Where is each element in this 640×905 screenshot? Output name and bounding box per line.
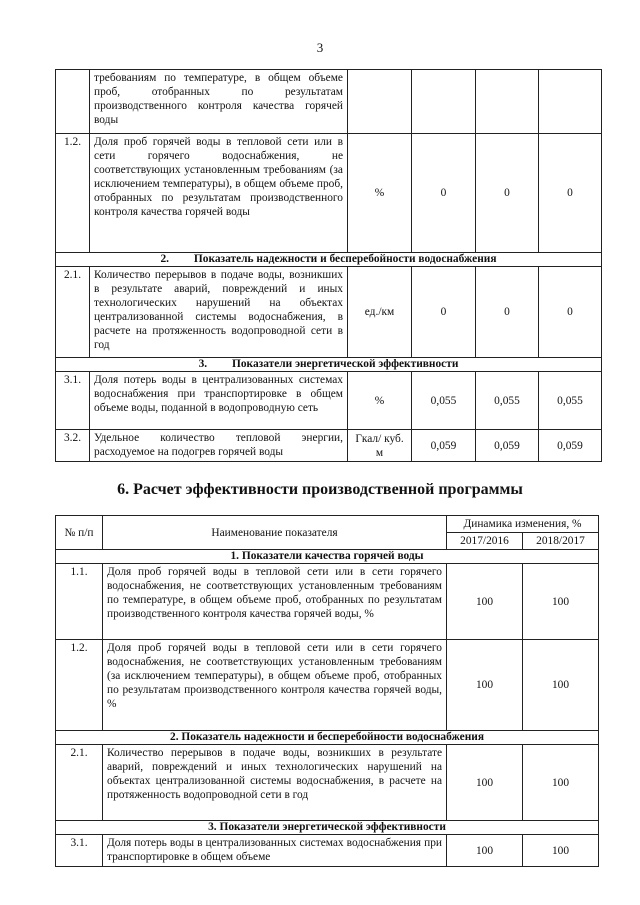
row-value (539, 70, 602, 134)
section-heading: 6. Расчет эффективности производственной программы (117, 481, 523, 498)
row-value: 100 (523, 745, 599, 821)
row-number (56, 70, 90, 134)
section-title: Показатель надежности и бесперебойности водоснабжения (193, 253, 497, 265)
row-value: 100 (447, 640, 523, 731)
row-number: 2.1. (56, 745, 103, 821)
section-number: 2. (160, 253, 170, 265)
header-year: 2017/2016 (447, 533, 523, 550)
row-value: 0 (412, 267, 476, 358)
row-unit: Гкал/ куб. м (348, 430, 412, 462)
page-number: 3 (316, 40, 324, 55)
row-text: Количество перерывов в подаче воды, возникших в результате аварий, повреждений и иных технологических нарушений на объектах централизованной системы водоснабжения, в расчете на протяженность водопроводной сети в год (90, 267, 348, 358)
table-row (56, 267, 602, 358)
section-title: 2. Показатель надежности и бесперебойности водоснабжения (56, 731, 599, 745)
row-text: Доля проб горячей воды в тепловой сети или в сети горячего водоснабжения, не соответствующих установленным требованиям по температуре, в общем объеме проб, отобранных по результатам производственного контроля качества горячей воды, % (103, 564, 447, 640)
row-unit: ед./км (348, 267, 412, 358)
row-value: 100 (447, 564, 523, 640)
row-value: 0,059 (412, 430, 476, 462)
row-value: 0 (476, 267, 539, 358)
row-text: Количество перерывов в подаче воды, возникших в результате аварий, повреждений и иных технологических нарушений на объектах централизованной системы водоснабжения, в расчете на протяженность водопроводной сети в год (103, 745, 447, 821)
row-number: 2.1. (56, 267, 90, 358)
header-dynamics: Динамика изменения, % (447, 516, 599, 533)
indicators-table (55, 69, 602, 462)
table-row (56, 564, 599, 640)
section-title: 3. Показатели энергетической эффективности (56, 821, 599, 835)
table-row (56, 745, 599, 821)
row-text: Доля потерь воды в централизованных системах водоснабжения при транспортировке в общем объеме (103, 835, 447, 867)
row-unit: % (348, 372, 412, 430)
row-unit: % (348, 134, 412, 253)
row-number: 1.2. (56, 640, 103, 731)
table-row (56, 640, 599, 731)
row-text: Доля потерь воды в централизованных системах водоснабжения при транспортировке в общем объеме воды, поданной в водопроводную сеть (90, 372, 348, 430)
row-value (412, 70, 476, 134)
section-title: Показатели энергетической эффективности (232, 358, 459, 370)
section-row (56, 731, 599, 745)
row-value: 0,055 (412, 372, 476, 430)
row-value: 0 (539, 267, 602, 358)
row-number: 3.2. (56, 430, 90, 462)
row-text: требованиям по температуре, в общем объеме проб, отобранных по результатам производственного контроля качества горячей воды (90, 70, 348, 134)
section-row (56, 550, 599, 564)
row-value: 100 (523, 564, 599, 640)
row-value: 0 (539, 134, 602, 253)
row-number: 3.1. (56, 835, 103, 867)
row-text: Доля проб горячей воды в тепловой сети или в сети горячего водоснабжения, не соответствующих установленным требованиям (за исключением температуры), в общем объеме проб, отобранных по результатам производственного контроля качества горячей воды, % (103, 640, 447, 731)
section-row (56, 253, 602, 267)
table-row (56, 134, 602, 253)
row-value: 0 (412, 134, 476, 253)
section-title: 1. Показатели качества горячей воды (56, 550, 599, 564)
row-value: 0,055 (539, 372, 602, 430)
row-number: 1.2. (56, 134, 90, 253)
row-value: 100 (447, 835, 523, 867)
row-value: 100 (523, 640, 599, 731)
header-number: № п/п (56, 516, 103, 550)
row-value (476, 70, 539, 134)
table-row (56, 835, 599, 867)
section-row (56, 821, 599, 835)
table-row (56, 430, 602, 462)
row-text: Доля проб горячей воды в тепловой сети или в сети горячего водоснабжения, не соответствующих установленным требованиям (за исключением температуры), в общем объеме проб, отобранных по результатам производственного контроля качества горячей воды (90, 134, 348, 253)
table-row (56, 372, 602, 430)
row-unit (348, 70, 412, 134)
row-text: Удельное количество тепловой энергии, расходуемое на подогрев горячей воды (90, 430, 348, 462)
row-number: 1.1. (56, 564, 103, 640)
table-row (56, 70, 602, 134)
row-value: 0,059 (539, 430, 602, 462)
section-number: 3. (198, 358, 208, 370)
row-value: 0,055 (476, 372, 539, 430)
row-value: 0 (476, 134, 539, 253)
section-row (56, 358, 602, 372)
header-name: Наименование показателя (103, 516, 447, 550)
header-year: 2018/2017 (523, 533, 599, 550)
efficiency-table (55, 515, 599, 867)
row-number: 3.1. (56, 372, 90, 430)
row-value: 100 (447, 745, 523, 821)
row-value: 0,059 (476, 430, 539, 462)
row-value: 100 (523, 835, 599, 867)
header-row (56, 516, 599, 533)
